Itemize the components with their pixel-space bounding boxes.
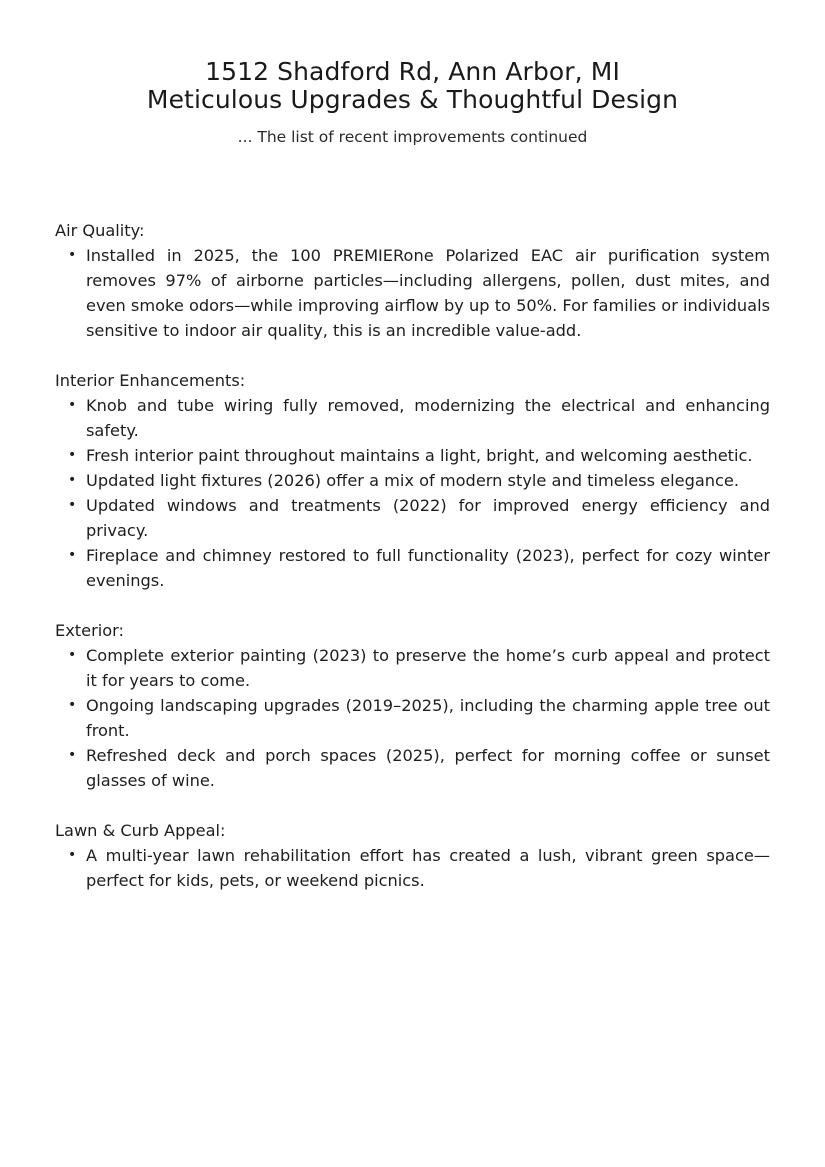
list-item-text: Installed in 2025, the 100 PREMIERone Polarized EAC air purification system removes 97% of airborne particles—including allergens, pollen, dust mites, and even smoke odors—while improving airflow by up to 50%. For families or individuals sensitive to indoor air quality, this is an incredible value-add. <box>86 246 770 340</box>
bullet-icon: • <box>68 247 77 263</box>
list-item-text: Updated light fixtures (2026) offer a mix of modern style and timeless elegance. <box>86 471 740 490</box>
list-item-text: Fresh interior paint throughout maintains a light, bright, and welcoming aesthetic. <box>86 446 753 465</box>
bullet-icon: • <box>68 697 77 713</box>
list-item-text: Complete exterior painting (2023) to preserve the home’s curb appeal and protect it for years to come. <box>86 646 770 690</box>
section-heading: Lawn & Curb Appeal: <box>55 821 226 840</box>
bullet-icon: • <box>68 647 77 663</box>
section-lawn-curb-appeal <box>55 818 770 893</box>
section-heading: Interior Enhancements: <box>55 371 246 390</box>
list-item <box>55 393 770 443</box>
bullet-list <box>55 843 770 893</box>
section-interior-enhancements <box>55 368 770 593</box>
bullet-list <box>55 393 770 593</box>
list-item-text: A multi-year lawn rehabilitation effort has created a lush, vibrant green space—perfect for kids, pets, or weekend picnics. <box>86 846 770 890</box>
bullet-list <box>55 243 770 343</box>
list-item <box>55 543 770 593</box>
list-item-text: Fireplace and chimney restored to full functionality (2023), perfect for cozy winter evenings. <box>86 546 770 590</box>
subtitle: ... The list of recent improvements continued <box>237 128 588 146</box>
list-item <box>55 843 770 893</box>
title-tagline: Meticulous Upgrades & Thoughtful Design <box>146 85 679 114</box>
section-heading: Air Quality: <box>55 221 145 240</box>
bullet-icon: • <box>68 847 77 863</box>
list-item <box>55 468 770 493</box>
bullet-icon: • <box>68 397 77 413</box>
improvements-content <box>55 218 770 918</box>
list-item-text: Updated windows and treatments (2022) for improved energy efficiency and privacy. <box>86 496 770 540</box>
section-heading: Exterior: <box>55 621 124 640</box>
list-item <box>55 693 770 743</box>
list-item <box>55 243 770 343</box>
bullet-list <box>55 643 770 793</box>
list-item <box>55 443 770 468</box>
document-header <box>0 58 825 146</box>
list-item <box>55 743 770 793</box>
list-item <box>55 493 770 543</box>
bullet-icon: • <box>68 497 77 513</box>
bullet-icon: • <box>68 747 77 763</box>
title-address: 1512 Shadford Rd, Ann Arbor, MI <box>205 57 620 86</box>
list-item-text: Ongoing landscaping upgrades (2019–2025), including the charming apple tree out front. <box>86 696 770 740</box>
list-item <box>55 643 770 693</box>
bullet-icon: • <box>68 547 77 563</box>
bullet-icon: • <box>68 447 77 463</box>
list-item-text: Refreshed deck and porch spaces (2025), perfect for morning coffee or sunset glasses of wine. <box>86 746 770 790</box>
list-item-text: Knob and tube wiring fully removed, modernizing the electrical and enhancing safety. <box>86 396 770 440</box>
bullet-icon: • <box>68 472 77 488</box>
section-exterior <box>55 618 770 793</box>
section-air-quality <box>55 218 770 343</box>
